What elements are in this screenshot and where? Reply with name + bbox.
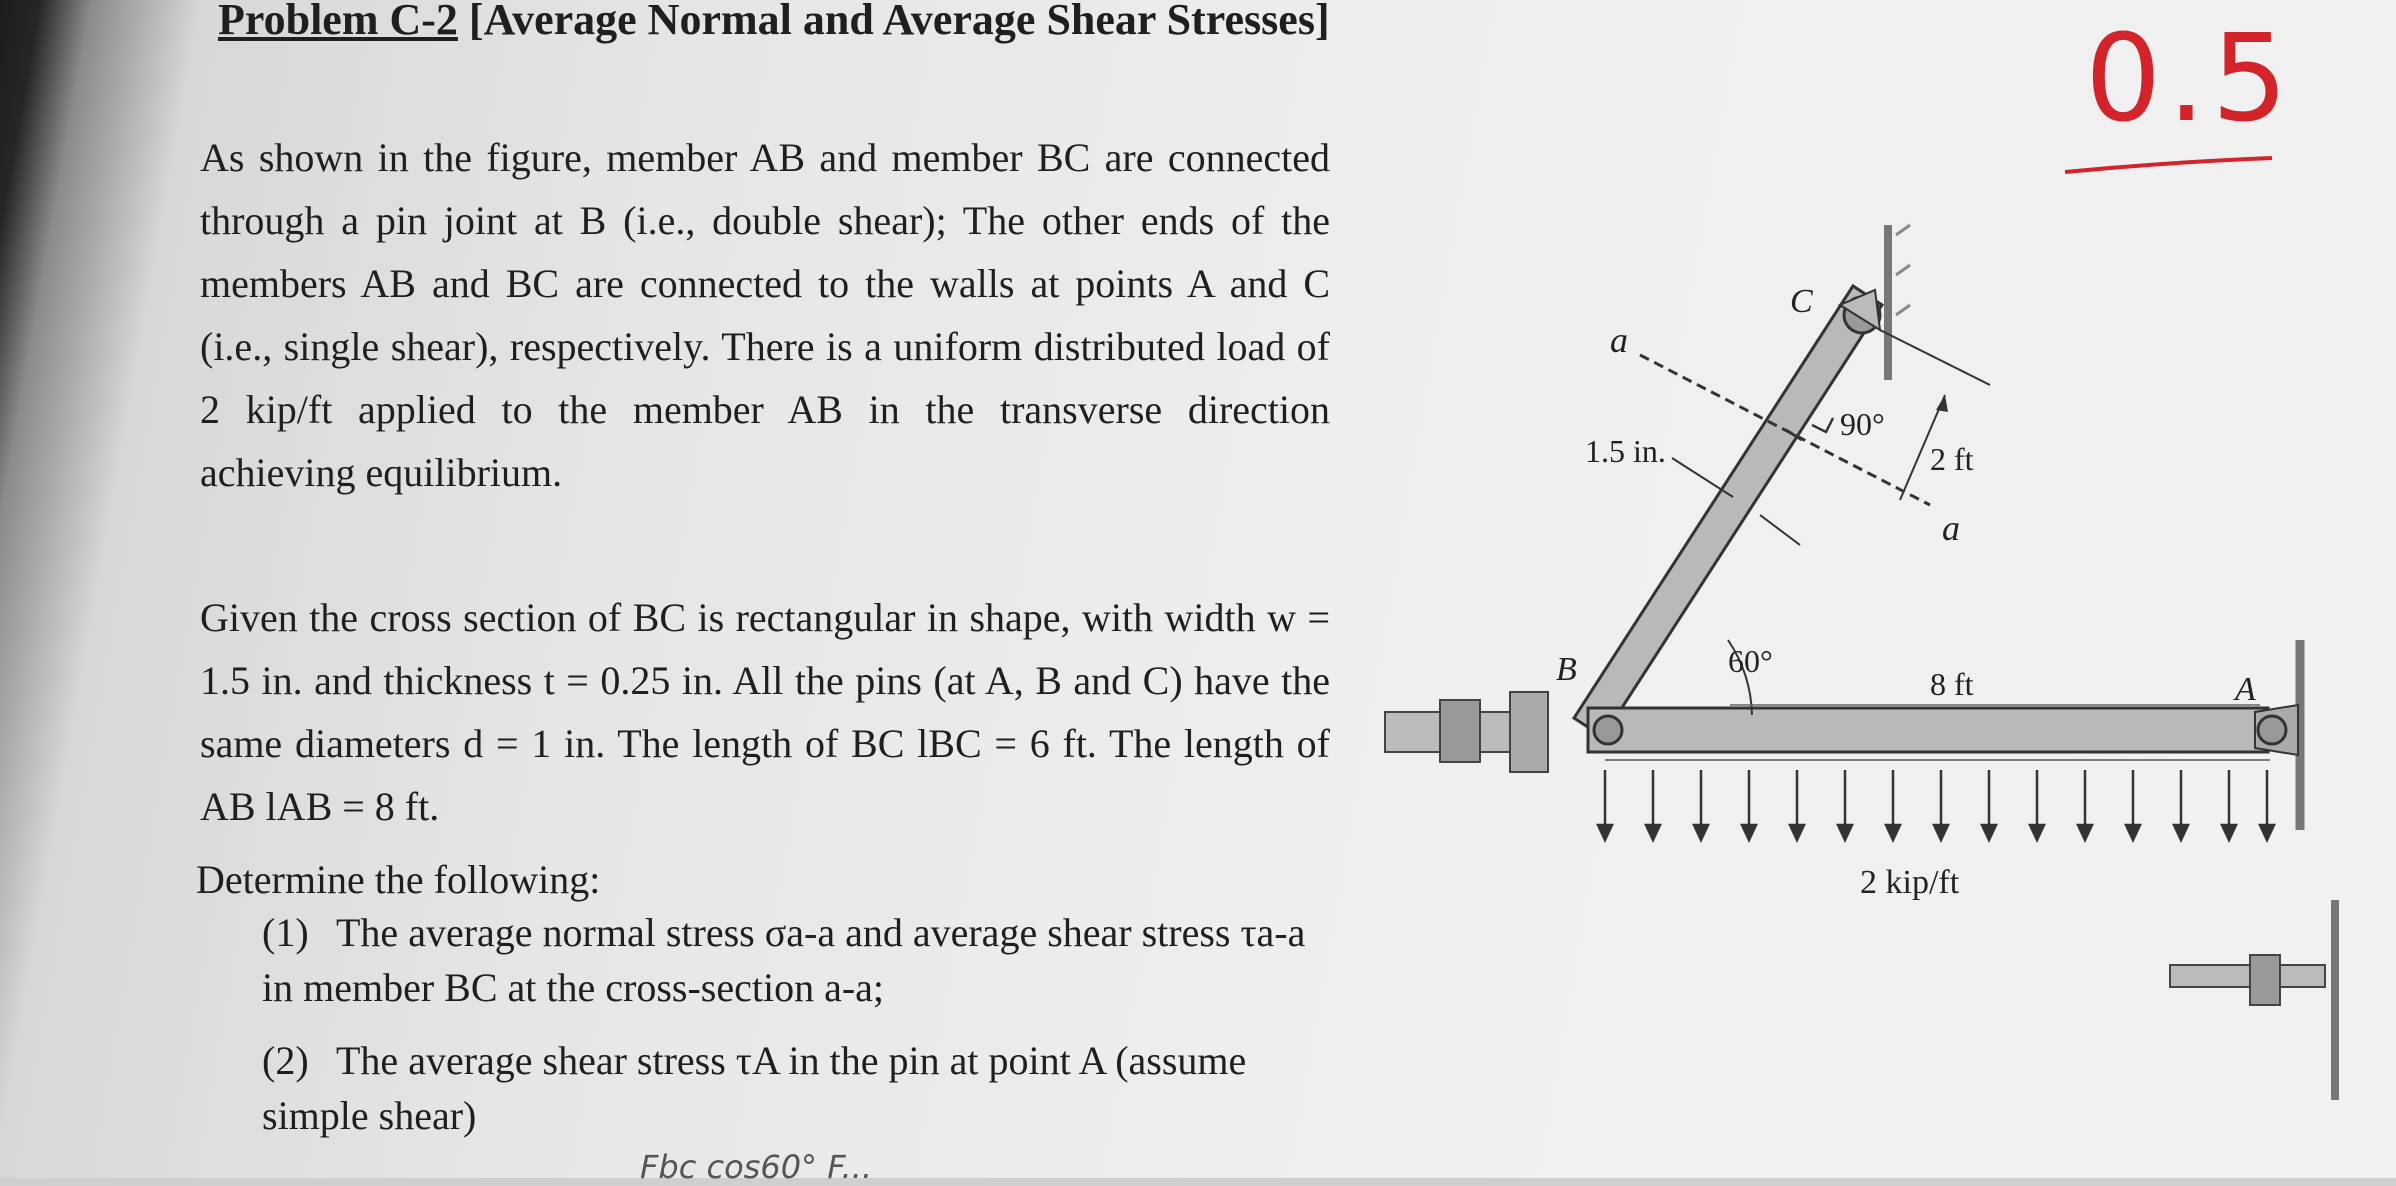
section-label-a-bottom: a — [1942, 508, 1960, 548]
handwritten-grade: 0.5 — [2085, 10, 2294, 149]
determine-heading: Determine the following: — [196, 857, 601, 902]
angle-60-label: 60° — [1728, 643, 1773, 679]
section-label-a-top: a — [1610, 320, 1628, 360]
problem-description-paragraph: As shown in the figure, member AB and member BC are connected through a pin joint at B (i.e., double shear); The other ends of the members AB and BC are connected to the walls at points A and C (i.e., single shear), respectively. There is a uniform distributed load of 2 kip/ft applied to the member AB in the transverse direction achieving equilibrium. — [200, 135, 1330, 495]
point-label-a: A — [2235, 671, 2256, 708]
point-label-c: C — [1790, 283, 1813, 320]
distributed-load — [1598, 760, 2274, 840]
question-text: The average shear stress τA in the pin at point A (assume simple shear) — [262, 1038, 1247, 1138]
question-text: The average normal stress σa-a and average shear stress τa-a in member BC at the cross-section a-a; — [262, 910, 1306, 1010]
distributed-load-label: 2 kip/ft — [1860, 864, 1960, 901]
question-number: (1) — [262, 910, 309, 955]
right-angle-mark — [1812, 418, 1833, 432]
pin-detail-a — [2170, 900, 2335, 1100]
pin-detail-b — [1385, 692, 1548, 772]
given-data-paragraph: Given the cross section of BC is rectangular in shape, with width w = 1.5 in. and thickness t = 0.25 in. All the pins (at A, B and C) have the same diameters d = 1 in. The length of BC lBC = 6 ft. The length of AB lAB = 8 ft. — [200, 595, 1330, 829]
handwritten-note: Fbc cos60° F... — [640, 1148, 873, 1186]
right-angle-label: 90° — [1840, 406, 1885, 442]
length-2ft-label: 2 ft — [1930, 441, 1974, 477]
question-number: (2) — [262, 1038, 309, 1083]
member-ab — [1588, 705, 2298, 755]
width-dimension-label: 1.5 in. — [1585, 433, 1666, 469]
length-8ft-label: 8 ft — [1930, 666, 1974, 702]
point-label-b: B — [1556, 651, 1577, 688]
wall-c — [1888, 225, 1910, 380]
problem-subject: [Average Normal and Average Shear Stresses] — [468, 0, 1330, 44]
problem-number: Problem C-2 — [218, 0, 458, 44]
